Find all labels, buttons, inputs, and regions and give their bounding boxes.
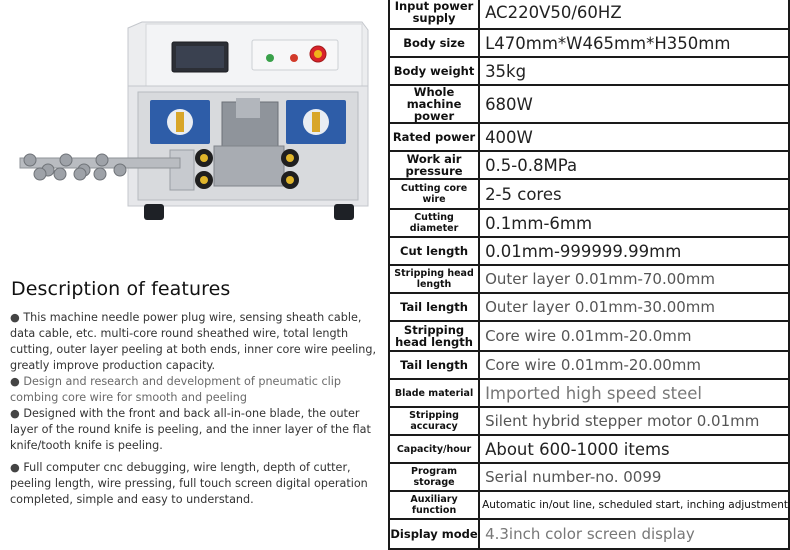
spec-row	[389, 179, 789, 209]
spec-row	[389, 265, 789, 293]
spec-label: Whole machine power	[389, 85, 479, 123]
spec-value: 0.01mm-999999.99mm	[479, 237, 789, 265]
spec-value: About 600-1000 items	[479, 435, 789, 463]
spec-value: Automatic in/out line, scheduled start, inching adjustment	[479, 491, 789, 519]
spec-label: Tail length	[389, 351, 479, 379]
feature-item	[10, 406, 380, 454]
spec-row	[389, 293, 789, 321]
spec-label: Stripping accuracy	[389, 407, 479, 435]
spec-row	[389, 209, 789, 237]
spec-label: Work air pressure	[389, 151, 479, 179]
spec-row	[389, 491, 789, 519]
spec-value: Outer layer 0.01mm-70.00mm	[479, 265, 789, 293]
spec-label: Display mode	[389, 519, 479, 549]
spec-label: Tail length	[389, 293, 479, 321]
spec-row	[389, 379, 789, 407]
spec-label: Program storage	[389, 463, 479, 491]
spec-label: Stripping head length	[389, 321, 479, 351]
spec-value: 2-5 cores	[479, 179, 789, 209]
spec-label: Rated power	[389, 123, 479, 151]
spec-label: Cutting diameter	[389, 209, 479, 237]
spec-value: 0.1mm-6mm	[479, 209, 789, 237]
spec-row	[389, 237, 789, 265]
bullet-icon: ●	[10, 311, 20, 324]
features-section	[10, 278, 380, 508]
spec-row	[389, 519, 789, 549]
machine-product-image	[0, 0, 388, 270]
spec-row	[389, 123, 789, 151]
spec-value: 35kg	[479, 57, 789, 85]
spec-value: Silent hybrid stepper motor 0.01mm	[479, 407, 789, 435]
spec-row	[389, 29, 789, 57]
bullet-icon: ●	[10, 407, 20, 420]
wire-stripping-machine-illustration	[0, 0, 388, 270]
spec-value: Core wire 0.01mm-20.0mm	[479, 321, 789, 351]
spec-value: Outer layer 0.01mm-30.00mm	[479, 293, 789, 321]
spec-label: Auxiliary function	[389, 491, 479, 519]
feature-text: Full computer cnc debugging, wire length, depth of cutter, peeling length, wire pressing, full touch screen digital operation completed, simple and easy to understand.	[10, 461, 368, 506]
spec-label: Stripping head length	[389, 265, 479, 293]
feature-item	[10, 310, 380, 374]
spec-value: Imported high speed steel	[479, 379, 789, 407]
bullet-icon: ●	[10, 461, 20, 474]
spec-value: AC220V50/60HZ	[479, 0, 789, 29]
spec-row	[389, 151, 789, 179]
spec-row	[389, 321, 789, 351]
feature-text: Design and research and development of pneumatic clip combing core wire for smooth and peeling	[10, 375, 341, 404]
spec-value: Serial number-no. 0099	[479, 463, 789, 491]
spec-value: Core wire 0.01mm-20.00mm	[479, 351, 789, 379]
feature-text: This machine needle power plug wire, sensing sheath cable, data cable, etc. multi-core round sheathed wire, total length cutting, outer layer peeling at both ends, inner core wire peeling, greatly improve production capacity.	[10, 311, 377, 372]
spec-label: Body weight	[389, 57, 479, 85]
spec-row	[389, 0, 789, 29]
spec-row	[389, 407, 789, 435]
spec-value: 0.5-0.8MPa	[479, 151, 789, 179]
spec-label: Cut length	[389, 237, 479, 265]
spec-row	[389, 85, 789, 123]
spec-table	[388, 0, 790, 550]
spec-value: 400W	[479, 123, 789, 151]
features-title: Description of features	[11, 278, 231, 300]
spec-value: 4.3inch color screen display	[479, 519, 789, 549]
spec-label: Cutting core wire	[389, 179, 479, 209]
spec-row	[389, 463, 789, 491]
bullet-icon: ●	[10, 375, 20, 388]
feature-item	[10, 460, 380, 508]
spec-label: Capacity/hour	[389, 435, 479, 463]
spec-value: 680W	[479, 85, 789, 123]
spec-label: Body size	[389, 29, 479, 57]
spec-row	[389, 351, 789, 379]
spec-label: Blade material	[389, 379, 479, 407]
feature-text: Designed with the front and back all-in-one blade, the outer layer of the round knife is peeling, and the inner layer of the flat knife/tooth knife is peeling.	[10, 407, 371, 452]
spec-row	[389, 435, 789, 463]
spec-row	[389, 57, 789, 85]
spec-value: L470mm*W465mm*H350mm	[479, 29, 789, 57]
spec-label: Input power supply	[389, 0, 479, 29]
feature-item	[10, 374, 380, 406]
